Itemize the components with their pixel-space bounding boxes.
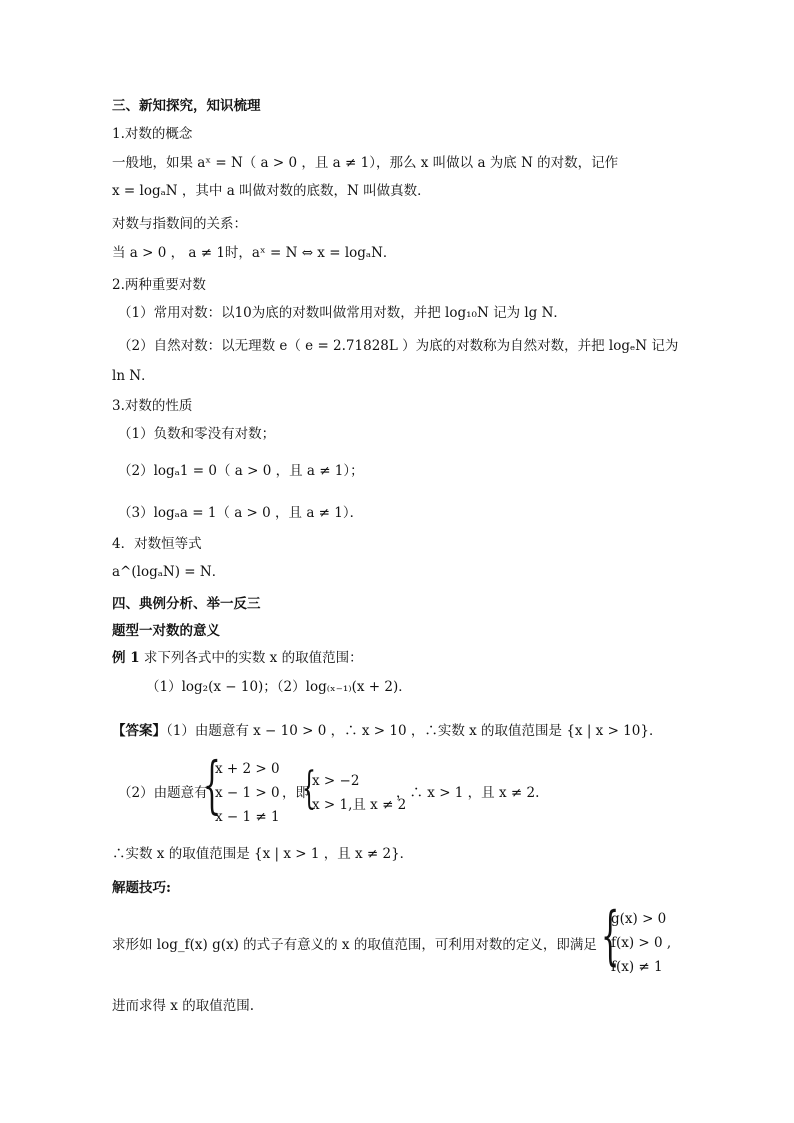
example-1 bbox=[112, 648, 363, 668]
left-brace-icon: { bbox=[203, 748, 221, 821]
definition-line-2: x = logₐN ，其中 a 叫做对数的底数，N 叫做真数． bbox=[112, 183, 431, 199]
answer-label: 【答案】 bbox=[112, 723, 166, 739]
item-1-title: 1.对数的概念 bbox=[112, 126, 193, 142]
relation-title: 对数与指数间的关系： bbox=[112, 216, 247, 232]
example-text: 求下列各式中的实数 x 的取值范围： bbox=[143, 650, 363, 666]
tips-text: 求形如 log_f(x) g(x) 的式子有意义的 x 的取值范围，可利用对数的定义，即满足 bbox=[112, 937, 597, 953]
item-2-title: 2.两种重要对数 bbox=[112, 277, 206, 293]
left-brace-icon: { bbox=[302, 763, 316, 814]
item-3-title: 3.对数的性质 bbox=[112, 398, 193, 414]
tips-system-line-1: g(x) > 0 bbox=[611, 911, 667, 927]
natural-log-line-2: ln N． bbox=[112, 368, 155, 384]
tips-title: 解题技巧: bbox=[112, 880, 171, 896]
property-1: （1）负数和零没有对数； bbox=[118, 426, 276, 442]
section-4-title: 四、典例分析、举一反三 bbox=[112, 596, 261, 612]
common-log-text: （1）常用对数：以10为底的对数叫做常用对数，并把 log₁₀N 记为 lg N． bbox=[118, 305, 567, 321]
property-2: （2）logₐ1 = 0（ a > 0 ，且 a ≠ 1）； bbox=[118, 463, 364, 479]
answer-part-1 bbox=[112, 721, 662, 741]
type-1-title: 题型一对数的意义 bbox=[112, 623, 220, 639]
left-brace-icon: { bbox=[601, 899, 620, 973]
property-3: （3）logₐa = 1（ a > 0 ，且 a ≠ 1）． bbox=[118, 505, 364, 521]
example-parts: （1）log₂(x − 10)；（2）log₍ₓ₋₁₎(x + 2)． bbox=[146, 679, 412, 695]
natural-log-line-1: （2）自然对数：以无理数 e（ e = 2.71828L ）为底的对数称为自然对数，并把 logₑN 记为 bbox=[118, 338, 679, 354]
system-1-line-3: x − 1 ≠ 1 bbox=[215, 809, 280, 825]
answer-part-2-prefix: （2）由题意有 bbox=[118, 785, 208, 801]
example-label: 例 1 bbox=[112, 650, 140, 666]
system-2-line-2: x > 1,且 x ≠ 2 bbox=[312, 797, 407, 813]
tips-end: 进而求得 x 的取值范围. bbox=[112, 998, 254, 1014]
tips-system-line-2: f(x) > 0 , bbox=[611, 935, 672, 951]
definition-line-1: 一般地，如果 aˣ = N（ a > 0 ，且 a ≠ 1），那么 x 叫做以 a 为底 N 的对数，记作 bbox=[112, 155, 619, 171]
relation-formula: 当 a > 0 ， a ≠ 1时，aˣ = N ⇔ x = logₐN． bbox=[112, 245, 397, 261]
answer-part-1-text: （1）由题意有 x − 10 > 0 ，∴ x > 10 ，∴实数 x 的取值范围是 {x | x > 10}． bbox=[166, 723, 663, 739]
tips-system-line-3: f(x) ≠ 1 bbox=[611, 959, 663, 975]
item-4-title: 4．对数恒等式 bbox=[112, 536, 202, 552]
system-1-line-1: x + 2 > 0 bbox=[215, 761, 280, 777]
answer-part-2-suffix: ，∴ x > 1 ，且 x ≠ 2. bbox=[396, 785, 540, 801]
condition-system-1 bbox=[203, 748, 280, 828]
answer-part-2-mid: ，即 bbox=[282, 785, 309, 801]
identity-formula: a^(logₐN) = N． bbox=[112, 564, 226, 580]
system-1-line-2: x − 1 > 0 bbox=[215, 785, 280, 801]
condition-system-2 bbox=[302, 763, 407, 818]
section-3-title: 三、新知探究，知识梳理 bbox=[112, 98, 261, 114]
tips-condition-system bbox=[601, 899, 681, 980]
system-2-line-1: x > −2 bbox=[312, 773, 360, 789]
answer-conclusion: ∴实数 x 的取值范围是 {x | x > 1 ，且 x ≠ 2}． bbox=[112, 846, 414, 862]
